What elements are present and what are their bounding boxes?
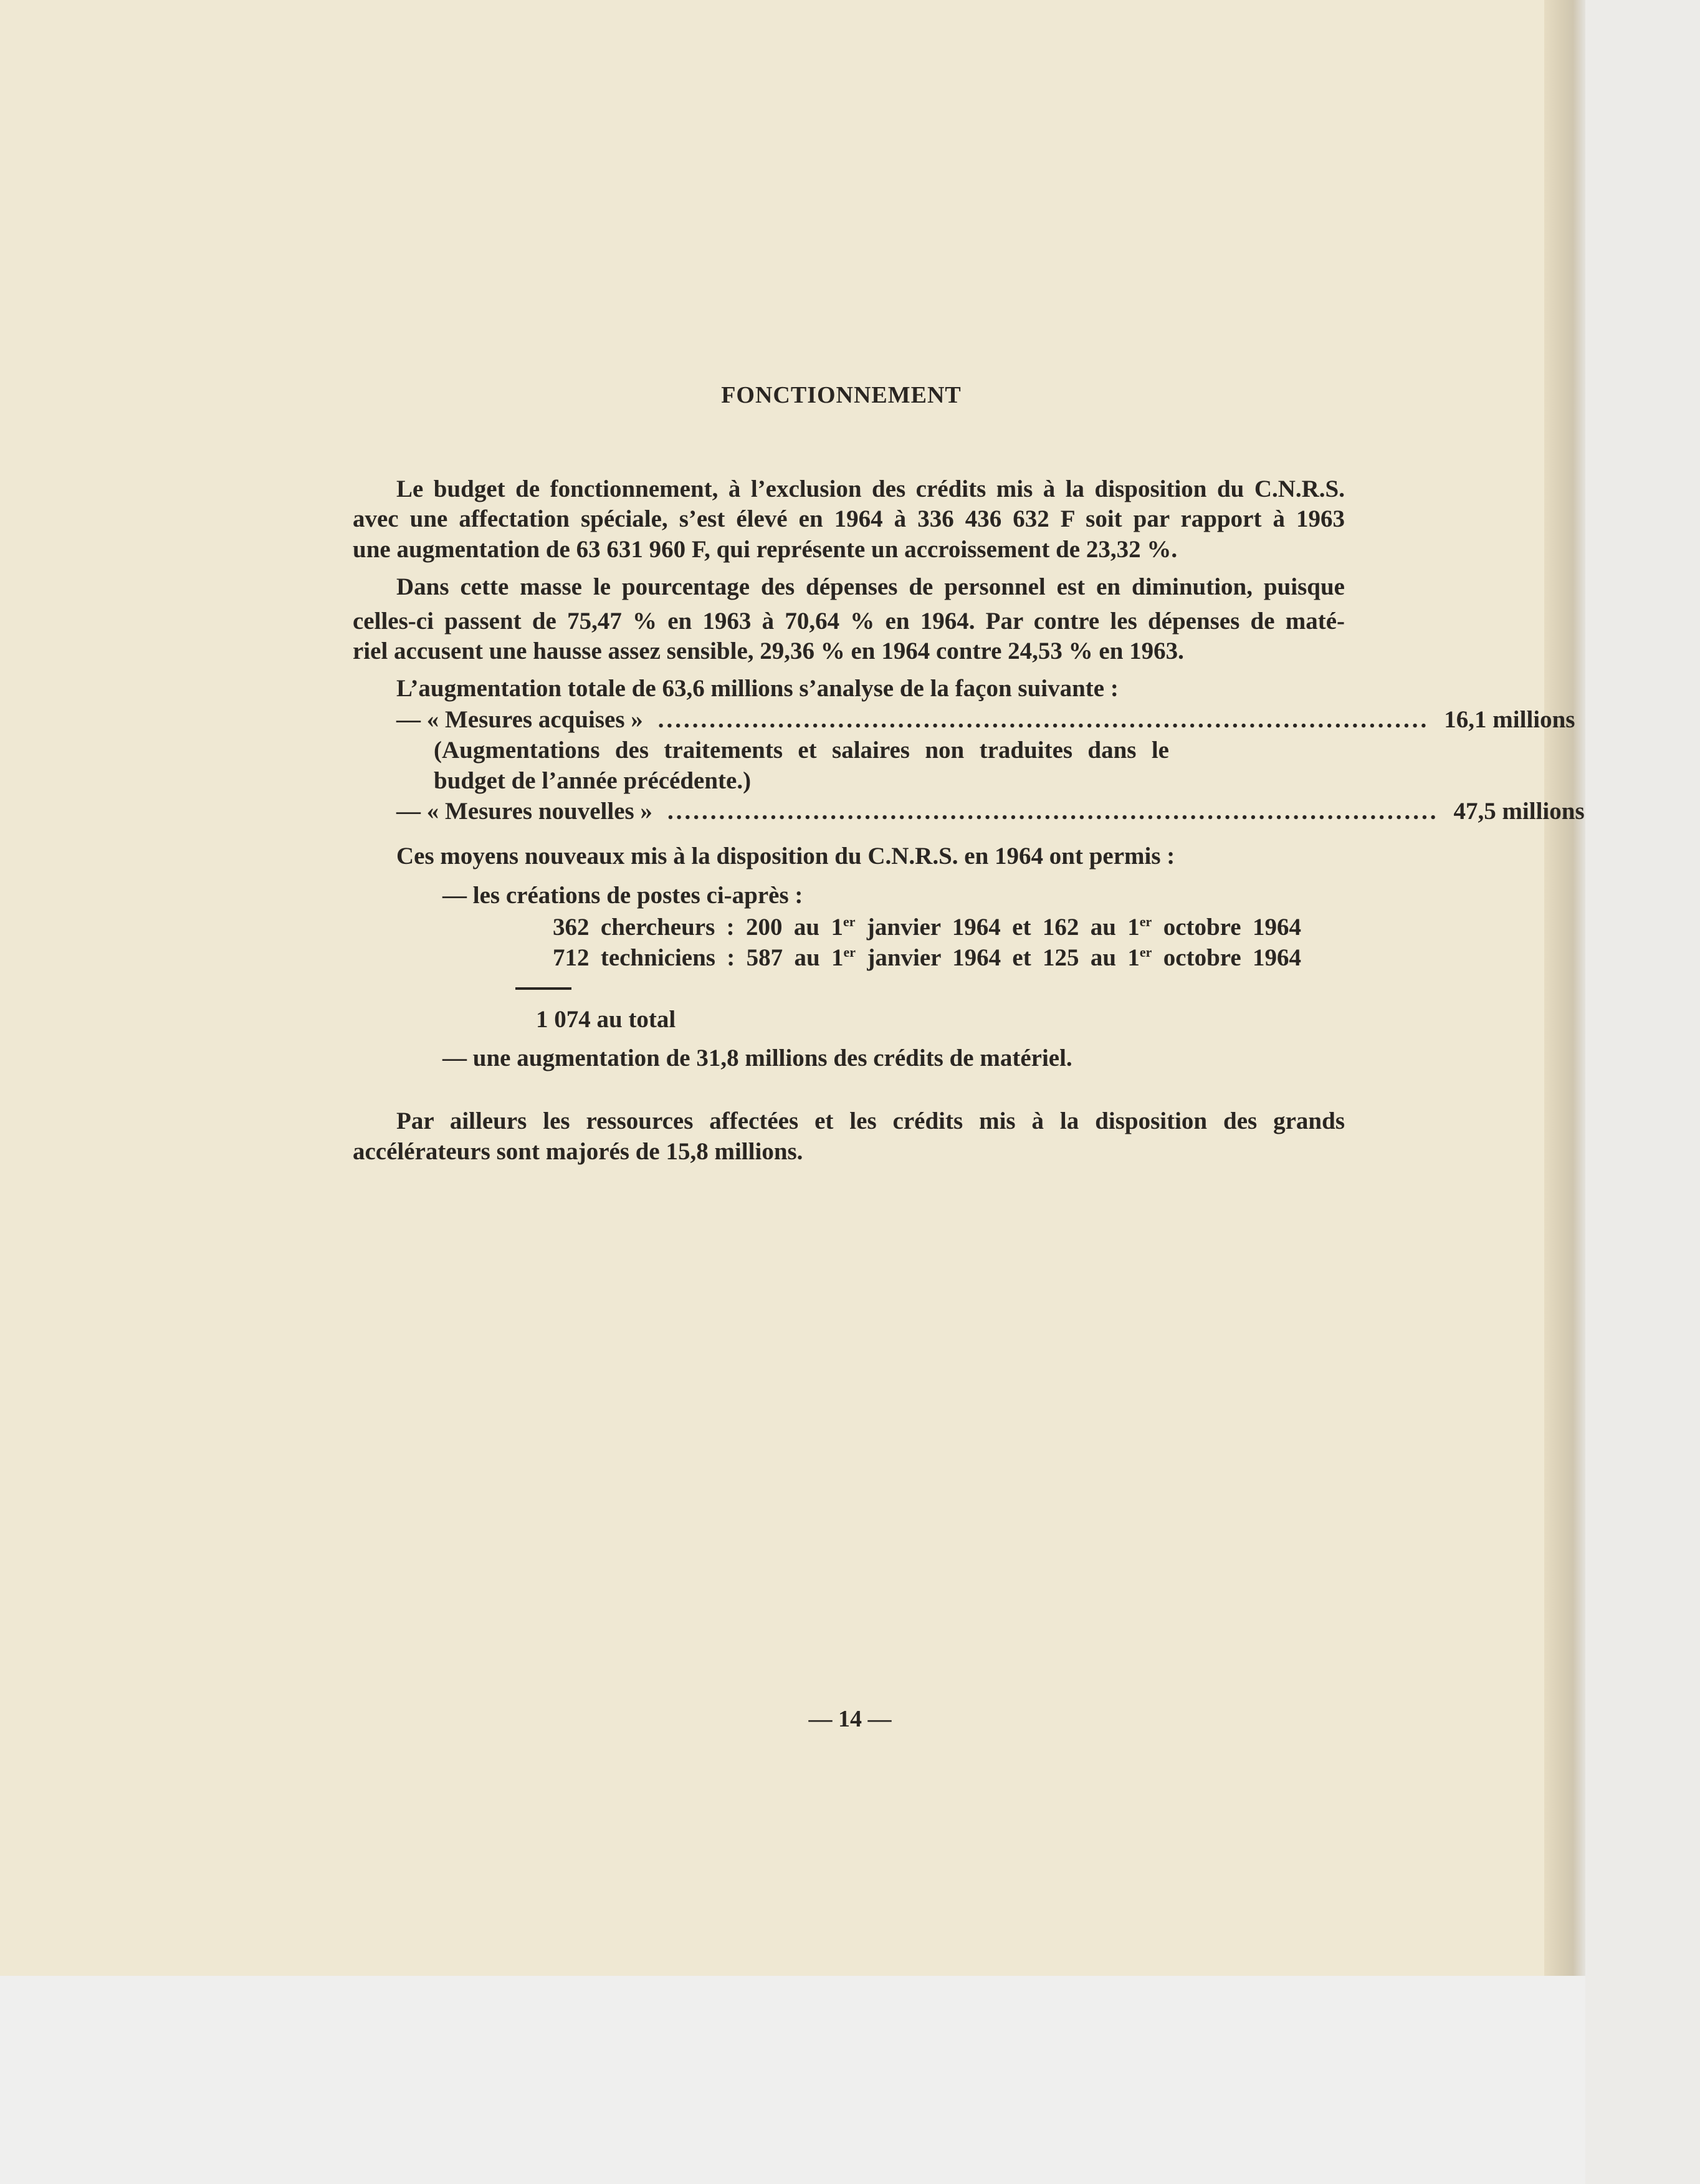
paragraph1-line: avec une affectation spéciale, s’est élevé en 1964 à 336 436 632 F soit par rapport à 1963 (353, 505, 1345, 532)
paragraph2-line: celles-ci passent de 75,47 % en 1963 à 70,64 % en 1964. Par contre les dépenses de maté- (353, 608, 1345, 635)
leader-dots: .......................................................................................... (667, 798, 1439, 825)
postes-chercheurs: 362 chercheurs : 200 au 1er janvier 1964 et 162 au 1er octobre 1964 (553, 914, 1301, 941)
paragraph5-line: accélérateurs sont majorés de 15,8 millions. (353, 1138, 803, 1165)
paragraph5-line: Par ailleurs les ressources affectées et les crédits mis à la disposition des grands (396, 1108, 1345, 1134)
leader-dots: .......................................................................................... (657, 706, 1430, 733)
bullet-creations: — les créations de postes ci-après : (442, 882, 803, 909)
bullet-materiel: — une augmentation de 31,8 millions des crédits de matériel. (442, 1045, 1072, 1071)
paragraph2-line: riel accusent une hausse assez sensible, 29,36 % en 1964 contre 24,53 % en 1963. (353, 638, 1184, 664)
paragraph4: Ces moyens nouveaux mis à la disposition du C.N.R.S. en 1964 ont permis : (396, 843, 1175, 869)
measure-value: 47,5 millions (1453, 798, 1585, 825)
measure-value: 16,1 millions (1444, 706, 1575, 733)
measure-label: — « Mesures acquises » (396, 706, 643, 733)
measure-row-nouvelles (396, 796, 1585, 827)
measures-note-line: budget de l’année précédente.) (434, 767, 752, 794)
page-edge-shadow (1544, 0, 1585, 1976)
measure-label: — « Mesures nouvelles » (396, 798, 652, 825)
postes-total: 1 074 au total (536, 1006, 676, 1033)
paragraph2-line: Dans cette masse le pourcentage des dépenses de personnel est en diminution, puisque (396, 573, 1345, 600)
section-title: FONCTIONNEMENT (721, 382, 962, 408)
scan-background (0, 1976, 1585, 2184)
paragraph3: L’augmentation totale de 63,6 millions s’analyse de la façon suivante : (396, 675, 1119, 702)
paragraph1-line: une augmentation de 63 631 960 F, qui représente un accroissement de 23,32 %. (353, 536, 1178, 563)
sum-rule (515, 987, 571, 990)
measures-note-line: (Augmentations des traitements et salaires non traduites dans le (434, 737, 1169, 764)
page-number: — 14 — (808, 1706, 892, 1732)
postes-techniciens: 712 techniciens : 587 au 1er janvier 1964 et 125 au 1er octobre 1964 (553, 944, 1302, 971)
paragraph1-line: Le budget de fonctionnement, à l’exclusion des crédits mis à la disposition du C.N.R.S. (396, 476, 1345, 502)
measure-row-acquises (396, 704, 1575, 735)
